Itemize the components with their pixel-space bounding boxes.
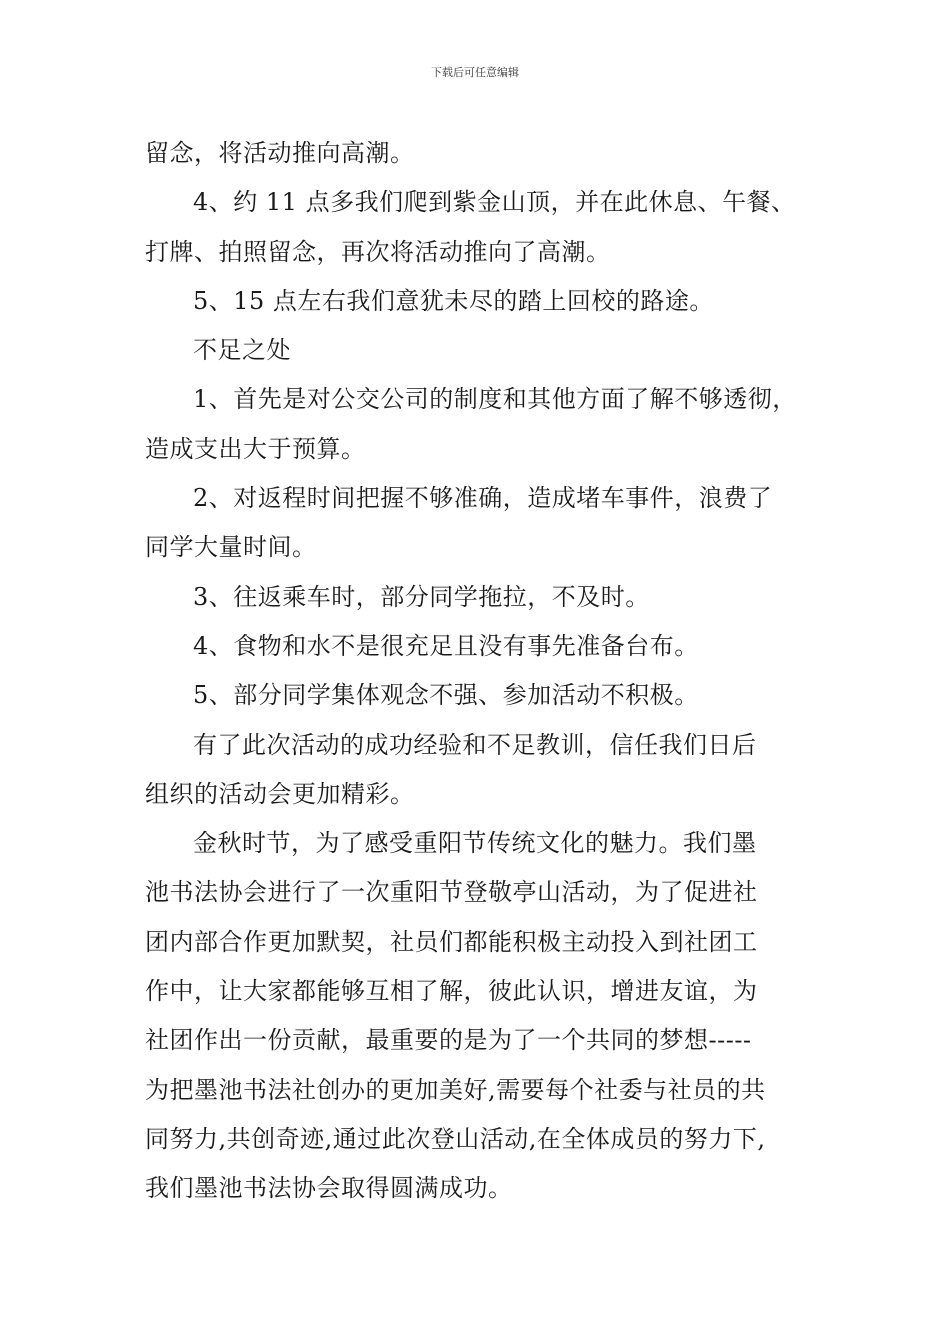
text-line-19: 社团作出一份贡献，最重要的是为了一个共同的梦想----- [145, 1026, 752, 1055]
text-line-6: 1、首先是对公交公司的制度和其他方面了解不够透彻， [193, 385, 797, 414]
text-line-3: 打牌、拍照留念，再次将活动推向了高潮。 [145, 237, 611, 266]
text-line-15: 金秋时节，为了感受重阳节传统文化的魅力。我们墨 [193, 829, 757, 858]
text-line-12: 5、部分同学集体观念不强、参加活动不积极。 [193, 681, 699, 710]
section-heading-shortcomings: 不足之处 [193, 336, 291, 365]
text-line-18: 作中，让大家都能够互相了解，彼此认识，增进友谊，为 [145, 977, 758, 1006]
text-line-16: 池书法协会进行了一次重阳节登敬亭山活动，为了促进社 [145, 878, 758, 907]
text-line-11: 4、食物和水不是很充足且没有事先准备台布。 [193, 631, 699, 660]
text-line-17: 团内部合作更加默契，社员们都能积极主动投入到社团工 [145, 927, 758, 956]
text-line-22: 我们墨池书法协会取得圆满成功。 [145, 1174, 513, 1203]
page-header: 下载后可任意编辑 [431, 66, 519, 79]
text-line-10: 3、往返乘车时，部分同学拖拉，不及时。 [193, 582, 650, 611]
text-line-7: 造成支出大于预算。 [145, 434, 366, 463]
text-line-1: 留念，将活动推向高潮。 [145, 139, 415, 167]
text-line-4: 5、15 点左右我们意犹未尽的踏上回校的路途。 [193, 286, 714, 315]
text-line-2: 4、约 11 点多我们爬到紫金山顶，并在此休息、午餐、 [193, 188, 796, 217]
text-line-20: 为把墨池书法社创办的更加美好,需要每个社委与社员的共 [145, 1075, 766, 1104]
text-line-9: 同学大量时间。 [145, 533, 317, 562]
text-line-13: 有了此次活动的成功经验和不足教训，信任我们日后 [193, 730, 757, 759]
document-body [145, 129, 825, 1214]
text-line-21: 同努力,共创奇迹,通过此次登山活动,在全体成员的努力下, [145, 1124, 766, 1153]
text-line-14: 组织的活动会更加精彩。 [145, 779, 415, 808]
text-line-8: 2、对返程时间把握不够准确，造成堵车事件，浪费了 [193, 484, 773, 513]
